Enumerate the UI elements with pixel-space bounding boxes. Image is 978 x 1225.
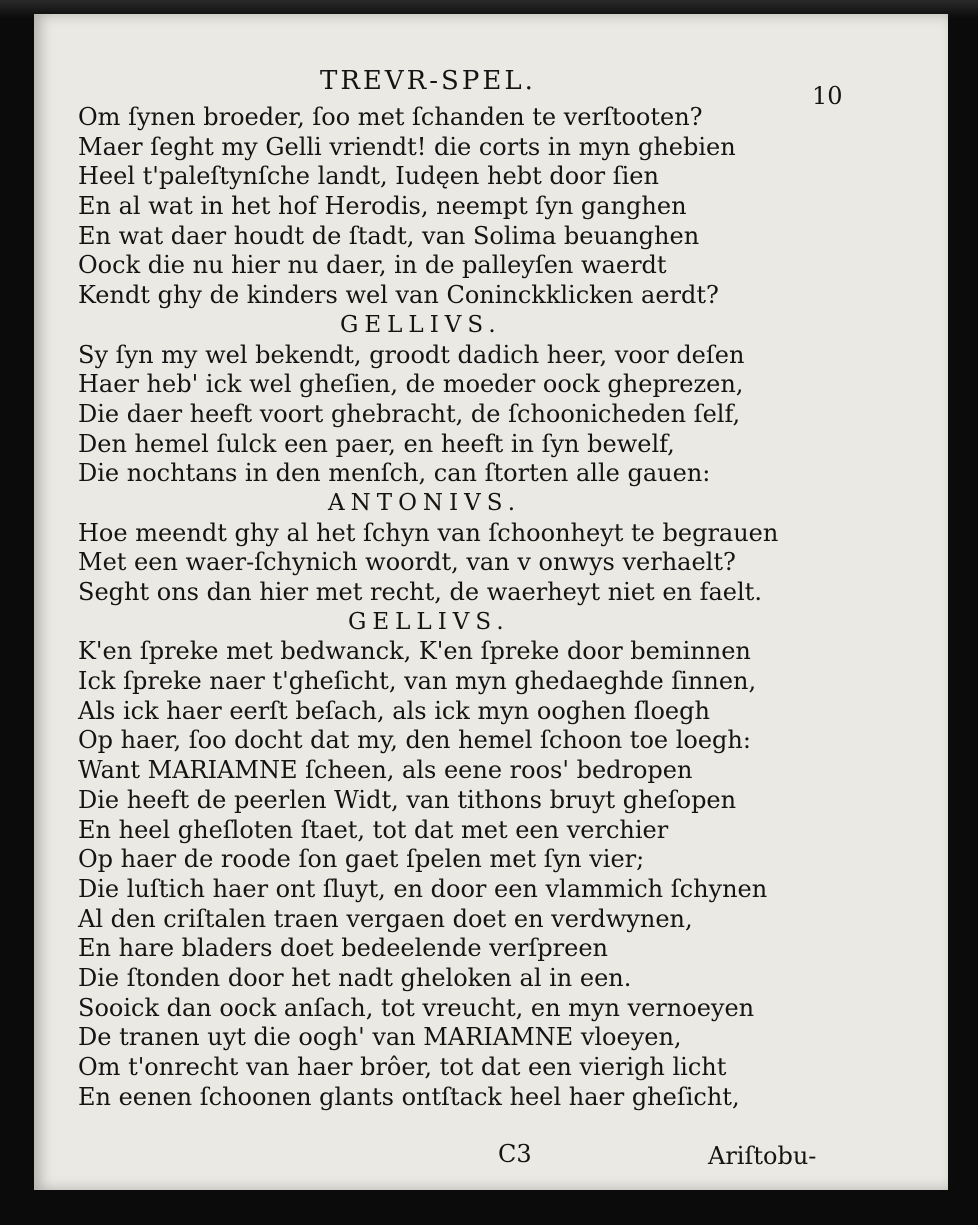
catchword: Ariſtobu- bbox=[708, 1142, 817, 1170]
verse-line: Den hemel ſulck een paer, en heeft in ſyn bewelf, bbox=[78, 429, 675, 458]
verse-line: Haer heb' ick wel gheſien, de moeder oock gheprezen, bbox=[78, 370, 744, 399]
verse-line: Die ſtonden door het nadt gheloken al in een. bbox=[78, 963, 632, 992]
verse-line: Om t'onrecht van haer brôer, tot dat een vierigh licht bbox=[78, 1053, 727, 1081]
verse-line: Hoe meendt ghy al het ſchyn van ſchoonheyt te begrauen bbox=[78, 518, 779, 547]
verse-line: En wat daer houdt de ſtadt, van Solima beuanghen bbox=[78, 221, 700, 250]
verse-text-block bbox=[78, 103, 798, 1112]
verse-line: Om ſynen broeder, ſoo met ſchanden te verſtooten? bbox=[78, 103, 703, 131]
verse-line: Ick ſpreke naer t'gheſicht, van myn ghedaeghde ſinnen, bbox=[78, 667, 757, 696]
speaker-heading: ANTONIVS. bbox=[328, 489, 521, 516]
verse-line: Want MARIAMNE ſcheen, als eene roos' bedropen bbox=[78, 756, 693, 785]
verse-line: Al den criſtalen traen vergaen doet en verdwynen, bbox=[78, 904, 693, 933]
verse-line: Heel t'paleſtynſche landt, Iudęen hebt door ſien bbox=[78, 162, 659, 191]
verse-line: Oock die nu hier nu daer, in de palleyſen waerdt bbox=[78, 251, 667, 280]
verse-line: K'en ſpreke met bedwanck, K'en ſpreke door beminnen bbox=[78, 637, 751, 666]
speaker-heading: GELLIVS. bbox=[340, 311, 502, 338]
verse-line: Sy ſyn my wel bekendt, groodt dadich heer, voor deſen bbox=[78, 340, 745, 369]
speaker-heading: GELLIVS. bbox=[348, 608, 510, 635]
verse-line: En al wat in het hof Herodis, neempt ſyn ganghen bbox=[78, 192, 687, 221]
verse-line: Als ick haer eerſt beſach, als ick myn ooghen ſloegh bbox=[78, 696, 710, 725]
verse-line: Sooick dan oock anſach, tot vreucht, en myn vernoeyen bbox=[78, 993, 755, 1022]
verse-line: En hare bladers doet bedeelende verſpreen bbox=[78, 934, 608, 963]
verse-line: Kendt ghy de kinders wel van Coninckklicken aerdt? bbox=[78, 281, 719, 310]
signature-mark: C3 bbox=[498, 1140, 532, 1168]
verse-line: En eenen ſchoonen glants ontſtack heel haer gheſicht, bbox=[78, 1082, 740, 1111]
verse-line: Op haer de roode ſon gaet ſpelen met ſyn vier; bbox=[78, 845, 645, 874]
verse-line: Die nochtans in den menſch, can ſtorten alle gauen: bbox=[78, 459, 711, 488]
verse-line: Maer ſeght my Gelli vriendt! die corts in myn ghebien bbox=[78, 132, 736, 161]
verse-line: Op haer, ſoo docht dat my, den hemel ſchoon toe loegh: bbox=[78, 726, 751, 755]
verse-line: Met een waer-ſchynich woordt, van v onwys verhaelt? bbox=[78, 548, 736, 577]
page-number: 10 bbox=[812, 82, 843, 110]
verse-line: En heel gheſloten ſtaet, tot dat met een verchier bbox=[78, 815, 669, 844]
verse-line: Seght ons dan hier met recht, de waerheyt niet en faelt. bbox=[78, 578, 762, 606]
verse-line: Die heeft de peerlen Widt, van tithons bruyt gheſopen bbox=[78, 785, 737, 814]
verse-line: Die luſtich haer ont ſluyt, en door een vlammich ſchynen bbox=[78, 874, 768, 903]
verse-line: De tranen uyt die oogh' van MARIAMNE vloeyen, bbox=[78, 1023, 682, 1052]
running-head: TREVR-SPEL. bbox=[320, 66, 536, 96]
verse-line: Die daer heeft voort ghebracht, de ſchoonicheden ſelf, bbox=[78, 399, 741, 428]
bleed-through-text bbox=[774, 134, 934, 1034]
